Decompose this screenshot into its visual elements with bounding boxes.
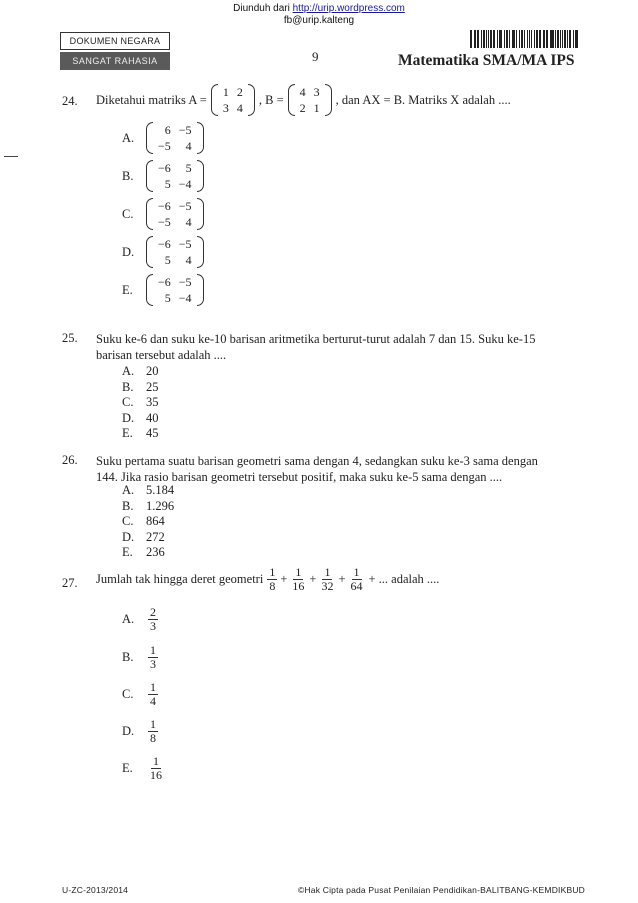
option-label: D. [122,529,135,544]
q27-text-a: Jumlah tak hingga deret geometri [96,572,264,586]
q26-line1: Suku pertama suatu barisan geometri sama dengan 4, sedangkan suku ke-3 sama dengan [96,454,538,468]
option-label: D. [122,410,135,425]
option-label: E. [122,426,133,440]
barcode-bar [483,30,485,48]
option-label: B. [122,379,134,394]
option-value: 40 [146,410,159,425]
option-label: E. [122,545,133,559]
matrix-bracket-right [248,84,255,116]
barcode-bar [475,30,476,48]
barcode-bar [527,30,528,48]
barcode-bar [497,30,498,48]
matrix-bracket-left [146,122,153,154]
option-label: C. [122,686,134,701]
matrix-bracket-left [211,84,218,116]
fraction-denominator: 64 [350,578,363,593]
matrix-cell: 1 [313,101,320,115]
barcode-bar [543,30,544,48]
matrix-cell: 2 [299,101,306,115]
matrix-grid [154,236,196,268]
option-label: D. [122,723,135,738]
fraction-denominator: 16 [292,578,305,593]
matrix-cell: −6 [158,237,171,251]
q27-option[interactable] [122,604,158,634]
option-value: 5.184 [146,483,175,497]
option-label: C. [122,395,134,409]
matrix-grid [154,198,196,230]
option-value: 45 [146,426,159,440]
barcode-bar [550,30,551,48]
barcode-bar [569,30,571,48]
barcode-bar [567,30,568,48]
barcode-bar [531,30,532,48]
q26-option[interactable] [122,530,165,545]
matrix-cell: −6 [158,199,171,213]
barcode-bar [500,30,502,48]
option-label: A. [122,364,135,378]
q25-number: 25. [62,331,78,345]
matrix-cell: −5 [158,139,171,153]
barcode-bar [499,30,500,48]
option-label: B. [122,498,134,513]
document-label: DOKUMEN NEGARA [69,36,161,46]
fraction-numerator: 1 [153,753,159,768]
matrix-a [211,84,255,116]
q24-number: 24. [62,94,78,108]
q27-option[interactable] [122,753,164,783]
matrix-cell: −4 [178,291,192,305]
matrix-cell: 3 [222,101,229,115]
barcode-bar [539,30,541,48]
matrix-bracket-left [146,198,153,230]
matrix-grid [154,274,196,306]
secret-label-box [60,52,170,70]
matrix-grid [154,122,196,154]
q26-option[interactable] [122,545,165,560]
option-label: B. [122,168,134,183]
matrix-bracket-left [288,84,295,116]
option-label: A. [122,130,135,145]
barcode-bar [562,30,563,48]
q24-text-c: , dan AX = B. Matriks X adalah .... [335,93,511,107]
matrix-cell: 4 [185,253,192,267]
q27-text-b: + ... adalah .... [368,572,440,586]
option-label: C. [122,514,134,528]
option-value: 35 [146,395,159,409]
fraction-denominator: 32 [321,578,334,593]
option-value: 236 [146,545,165,559]
q24-option[interactable] [122,196,204,232]
barcode-bar [555,30,556,48]
option-value: 1.296 [146,498,175,513]
margin-mark [4,156,18,157]
matrix-cell: 4 [299,85,306,99]
matrix-cell: 4 [236,101,243,115]
barcode-bar [573,30,574,48]
q25-line2: barisan tersebut adalah .... [96,348,227,362]
matrix-bracket-right [197,198,204,230]
matrix-cell: −6 [158,161,171,175]
barcode-bar [513,30,515,48]
q24-option[interactable] [122,158,204,194]
q24-text-b: , B = [258,93,284,107]
barcode-bar [521,30,523,48]
matrix-bracket-right [197,274,204,306]
matrix-b [288,84,332,116]
q24-option[interactable] [122,272,204,308]
q26-option[interactable] [122,499,174,514]
footer-code: U-ZC-2013/2014 [62,885,129,895]
footer-copyright: ©Hak Cipta pada Pusat Penilaian Pendidikan-BALITBANG-KEMDIKBUD [298,885,586,895]
matrix-cell: 1 [222,85,229,99]
barcode-bar [576,30,578,48]
plus-sign: + [338,572,346,586]
q26-text [96,453,538,485]
matrix-cell: −5 [178,237,192,251]
matrix-cell: 5 [185,161,192,175]
barcode-bar [557,30,559,48]
fraction [349,566,365,593]
option-matrix [146,236,204,268]
option-label: E. [122,760,133,775]
matrix-bracket-left [146,236,153,268]
matrix-cell: −5 [178,275,192,289]
barcode-bar [546,30,548,48]
fraction-numerator: 1 [295,564,302,579]
fraction [267,566,277,593]
matrix-bracket-left [146,274,153,306]
matrix-bracket-right [197,160,204,192]
q27-option[interactable] [122,716,158,746]
option-matrix [146,274,204,306]
option-value: 20 [146,364,159,378]
q27-option[interactable] [122,679,158,709]
barcode-bar [504,30,505,48]
option-label: A. [122,611,135,626]
download-credit [0,3,638,27]
q25-option[interactable] [122,426,159,441]
barcode-bar [488,30,489,48]
fraction-numerator: 1 [150,679,156,694]
barcode-bar [512,30,513,48]
barcode-bar [477,30,479,48]
barcode-bar [509,30,510,48]
matrix-cell: −6 [158,275,171,289]
matrix-cell: −4 [178,177,192,191]
fraction [148,606,158,633]
fraction-numerator: 2 [150,604,156,619]
option-label: B. [122,649,134,664]
q26-option[interactable] [122,483,174,498]
matrix-cell: 3 [313,85,320,99]
fraction [148,644,158,671]
fraction [319,566,335,593]
matrix-cell: 5 [164,177,171,191]
subject-title: Matematika SMA/MA IPS [398,52,575,69]
barcode-bar [519,30,521,48]
option-value: 25 [146,379,159,394]
q25-option[interactable] [122,380,159,395]
fraction [148,718,158,745]
q24-text [96,80,511,120]
fraction-numerator: 1 [353,564,360,579]
option-label: C. [122,206,134,221]
matrix-cell: −5 [178,199,192,213]
option-value: 272 [146,529,165,544]
barcode-bar [560,30,561,48]
option-label: D. [122,244,135,259]
page-number: 9 [312,49,319,64]
fraction [148,681,158,708]
barcode-bar [474,30,475,48]
matrix-cell: −5 [178,123,192,137]
option-matrix [146,122,204,154]
fraction-denominator: 16 [150,767,162,782]
barcode-bar [486,30,487,48]
fraction-denominator: 3 [150,618,156,633]
q26-line2: 144. Jika rasio barisan geometri tersebut positif, maka suku ke-5 sama dengan .... [96,470,503,484]
fraction [148,755,164,782]
barcode-bar [544,30,545,48]
fraction-numerator: 1 [324,564,331,579]
matrix-cell: 6 [164,123,171,137]
fraction [290,566,306,593]
barcode-bar [506,30,508,48]
matrix-bracket-right [325,84,332,116]
barcode-bar [534,30,535,48]
q26-option[interactable] [122,514,165,529]
matrix-cell: 4 [185,215,192,229]
option-matrix [146,160,204,192]
matrix-bracket-left [146,160,153,192]
plus-sign: + [309,572,317,586]
barcode-bar [516,30,517,48]
matrix-cell: 4 [185,139,192,153]
barcode-bar [564,30,566,48]
q24-option[interactable] [122,120,204,156]
document-label-box [60,32,170,50]
fraction-denominator: 8 [150,730,156,745]
q27-text [96,562,439,596]
q25-line1: Suku ke-6 dan suku ke-10 barisan aritmetika berturut-turut adalah 7 dan 15. Suku ke-15 [96,332,536,346]
fraction-numerator: 1 [150,642,156,657]
option-value: 864 [146,514,165,528]
option-matrix [146,198,204,230]
fraction-denominator: 3 [150,656,156,671]
matrix-cell: 5 [164,291,171,305]
q25-option[interactable] [122,411,159,426]
q25-text [96,331,535,363]
credit-fb: fb@urip.kalteng [283,15,355,26]
barcode-bar [470,30,472,48]
barcode-bar [551,30,553,48]
q26-number: 26. [62,453,78,467]
option-label: A. [122,483,135,497]
matrix-cell: 5 [164,253,171,267]
barcode-bar [536,30,538,48]
matrix-grid [219,84,247,116]
barcode-bar [481,30,482,48]
fraction-denominator: 4 [150,693,156,708]
secret-label: SANGAT RAHASIA [72,56,158,66]
matrix-grid [154,160,196,192]
barcode-bar [490,30,492,48]
q27-option[interactable] [122,642,158,672]
q25-option[interactable] [122,364,159,379]
fraction-numerator: 1 [150,716,156,731]
matrix-grid [296,84,324,116]
matrix-bracket-right [197,122,204,154]
barcode-bar [493,30,495,48]
matrix-cell: −5 [158,215,171,229]
credit-prefix: Diunduh dari [233,3,293,14]
barcode-bar [575,30,576,48]
q24-text-a: Diketahui matriks A = [96,93,207,107]
q25-option[interactable] [122,395,159,410]
plus-sign: + [280,572,288,586]
matrix-bracket-right [197,236,204,268]
barcode-bar [529,30,531,48]
fraction-denominator: 8 [269,578,276,593]
option-label: E. [122,282,133,297]
q27-number: 27. [62,576,78,590]
fraction-numerator: 1 [269,564,276,579]
credit-link[interactable]: http://urip.wordpress.com [292,3,405,14]
barcode [470,30,580,48]
q27-series [267,566,364,593]
matrix-cell: 2 [236,85,243,99]
q24-option[interactable] [122,234,204,270]
barcode-bar [524,30,525,48]
